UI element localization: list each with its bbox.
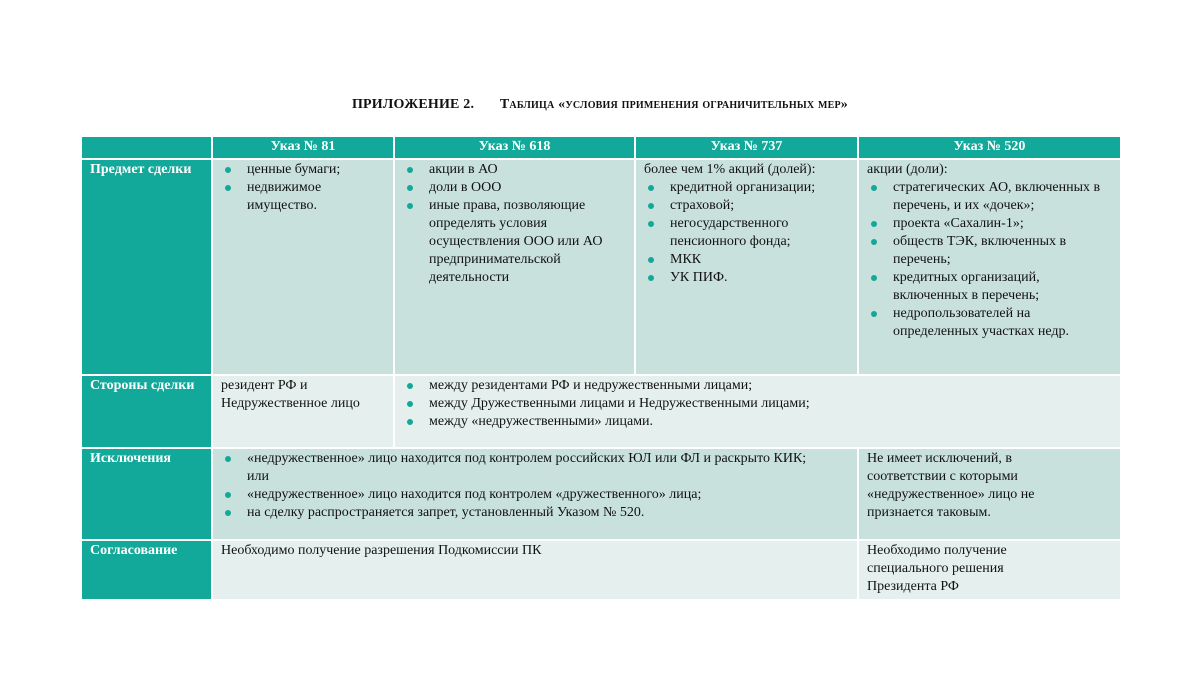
list-item: «недружественное» лицо находится под контролем «дружественного» лица; xyxy=(221,486,831,504)
cell-text: Не имеет исключений, в соответствии с которыми «недружественное» лицо не признается таковым. xyxy=(867,451,1035,520)
header-u520: Указ № 520 xyxy=(858,136,1121,159)
cell-subject-u520 xyxy=(858,159,1121,375)
cell-text: Необходимо получение разрешения Подкомиссии ПК xyxy=(221,543,542,558)
list-item: обществ ТЭК, включенных в перечень; xyxy=(867,233,1112,269)
list-item: между Дружественными лицами и Недружественными лицами; xyxy=(403,395,1112,413)
cell-intro: акции (доли): xyxy=(867,162,948,177)
list-parties xyxy=(403,377,1112,431)
cell-subject-u618 xyxy=(394,159,635,375)
list-item: кредитной организации; xyxy=(644,179,849,197)
cell-subject-u81 xyxy=(212,159,394,375)
list-subject-u520 xyxy=(867,179,1112,341)
list-exceptions xyxy=(221,450,849,522)
header-u737: Указ № 737 xyxy=(635,136,858,159)
list-item: «недружественное» лицо находится под контролем российских ЮЛ или ФЛ и раскрыто КИК; или xyxy=(221,450,831,486)
header-u618: Указ № 618 xyxy=(394,136,635,159)
cell-parties-rest xyxy=(394,375,1121,448)
title-text: Таблица «условия применения ограничительных мер» xyxy=(499,97,849,112)
row-exceptions xyxy=(81,448,1121,540)
row-subject xyxy=(81,159,1121,375)
list-item: страховой; xyxy=(644,197,849,215)
list-subject-u81 xyxy=(221,161,385,215)
table-header-row xyxy=(81,136,1121,159)
list-item: ценные бумаги; xyxy=(221,161,385,179)
row-label-subject: Предмет сделки xyxy=(81,159,212,375)
row-approval xyxy=(81,540,1121,600)
header-u81: Указ № 81 xyxy=(212,136,394,159)
header-corner xyxy=(81,136,212,159)
list-subject-u737 xyxy=(644,179,849,287)
list-item: доли в ООО xyxy=(403,179,626,197)
row-label-parties: Стороны сделки xyxy=(81,375,212,448)
list-item: иные права, позволяющие определять условия осуществления ООО или АО предпринимательской деятельности xyxy=(403,197,626,287)
cell-parties-u81 xyxy=(212,375,394,448)
list-item: МКК xyxy=(644,251,849,269)
cell-intro: более чем 1% акций (долей): xyxy=(644,162,816,177)
list-item: негосударственного пенсионного фонда; xyxy=(644,215,849,251)
cell-subject-u737 xyxy=(635,159,858,375)
cell-text: Необходимо получение специального решения Президента РФ xyxy=(867,543,1007,594)
row-parties xyxy=(81,375,1121,448)
list-subject-u618 xyxy=(403,161,626,287)
cell-exceptions-main xyxy=(212,448,858,540)
list-item: акции в АО xyxy=(403,161,626,179)
page-title xyxy=(0,97,1200,113)
list-item: между «недружественными» лицами. xyxy=(403,413,1112,431)
list-item: между резидентами РФ и недружественными лицами; xyxy=(403,377,1112,395)
list-item: недропользователей на определенных участках недр. xyxy=(867,305,1112,341)
row-label-exceptions: Исключения xyxy=(81,448,212,540)
list-item: стратегических АО, включенных в перечень, и их «дочек»; xyxy=(867,179,1112,215)
list-item: кредитных организаций, включенных в перечень; xyxy=(867,269,1112,305)
list-item: на сделку распространяется запрет, установленный Указом № 520. xyxy=(221,504,831,522)
restrictions-table xyxy=(80,135,1122,601)
cell-exceptions-u520 xyxy=(858,448,1121,540)
list-item: проекта «Сахалин-1»; xyxy=(867,215,1112,233)
cell-text: резидент РФ и Недружественное лицо xyxy=(221,378,360,411)
row-label-approval: Согласование xyxy=(81,540,212,600)
cell-approval-main xyxy=(212,540,858,600)
title-prefix: ПРИЛОЖЕНИЕ 2. xyxy=(351,97,475,112)
list-item: УК ПИФ. xyxy=(644,269,849,287)
cell-approval-u520 xyxy=(858,540,1121,600)
list-item: недвижимое имущество. xyxy=(221,179,385,215)
